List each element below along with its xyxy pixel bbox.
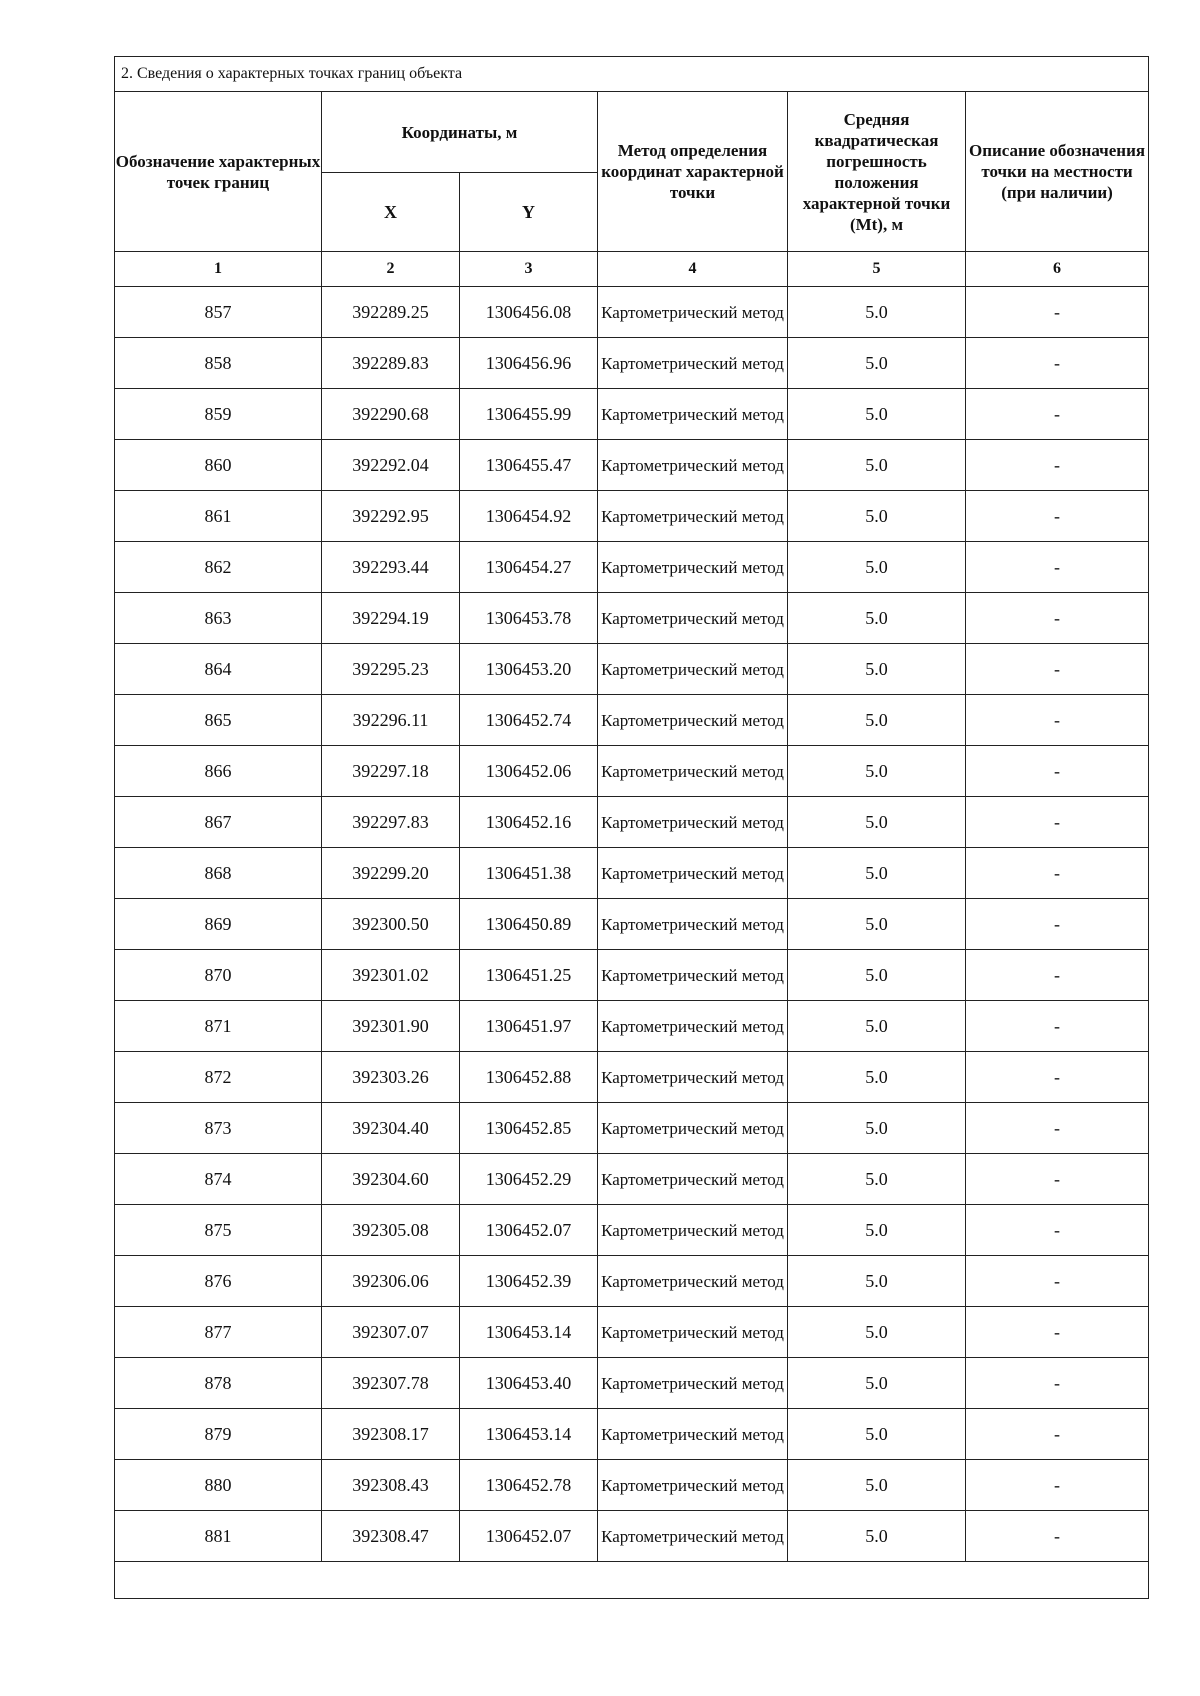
cell-method: Картометрический метод xyxy=(598,695,788,746)
cell-description: - xyxy=(966,287,1149,338)
cell-point-number: 869 xyxy=(115,899,322,950)
cell-description: - xyxy=(966,1103,1149,1154)
cell-coordinate-y: 1306451.25 xyxy=(460,950,598,1001)
cell-mean-error: 5.0 xyxy=(788,1307,966,1358)
cell-point-number: 859 xyxy=(115,389,322,440)
cell-point-number: 867 xyxy=(115,797,322,848)
cell-point-number: 861 xyxy=(115,491,322,542)
cell-description: - xyxy=(966,848,1149,899)
cell-coordinate-y: 1306452.85 xyxy=(460,1103,598,1154)
cell-coordinate-y: 1306453.78 xyxy=(460,593,598,644)
table-row xyxy=(115,593,1149,644)
cell-coordinate-y: 1306452.16 xyxy=(460,797,598,848)
table-row xyxy=(115,491,1149,542)
cell-description: - xyxy=(966,1307,1149,1358)
cell-description: - xyxy=(966,1154,1149,1205)
table-row xyxy=(115,950,1149,1001)
cell-coordinate-y: 1306456.96 xyxy=(460,338,598,389)
cell-mean-error: 5.0 xyxy=(788,1154,966,1205)
cell-method: Картометрический метод xyxy=(598,797,788,848)
cell-mean-error: 5.0 xyxy=(788,542,966,593)
cell-method: Картометрический метод xyxy=(598,1052,788,1103)
cell-method: Картометрический метод xyxy=(598,542,788,593)
cell-mean-error: 5.0 xyxy=(788,1511,966,1562)
cell-method: Картометрический метод xyxy=(598,389,788,440)
boundary-points-table xyxy=(114,56,1149,1599)
cell-description: - xyxy=(966,338,1149,389)
cell-description: - xyxy=(966,695,1149,746)
header-method: Метод определения координат характерной точки xyxy=(598,92,788,252)
column-number: 4 xyxy=(598,252,788,287)
table-row xyxy=(115,1154,1149,1205)
cell-coordinate-y: 1306455.99 xyxy=(460,389,598,440)
cell-method: Картометрический метод xyxy=(598,1409,788,1460)
cell-coordinate-y: 1306452.74 xyxy=(460,695,598,746)
table-row xyxy=(115,440,1149,491)
cell-description: - xyxy=(966,1511,1149,1562)
cell-method: Картометрический метод xyxy=(598,1154,788,1205)
column-number: 6 xyxy=(966,252,1149,287)
table-row xyxy=(115,389,1149,440)
table-row xyxy=(115,542,1149,593)
table-row xyxy=(115,1460,1149,1511)
cell-coordinate-x: 392295.23 xyxy=(322,644,460,695)
cell-mean-error: 5.0 xyxy=(788,440,966,491)
cell-point-number: 857 xyxy=(115,287,322,338)
cell-description: - xyxy=(966,1256,1149,1307)
cell-point-number: 880 xyxy=(115,1460,322,1511)
cell-coordinate-y: 1306452.07 xyxy=(460,1205,598,1256)
cell-mean-error: 5.0 xyxy=(788,1460,966,1511)
cell-coordinate-x: 392303.26 xyxy=(322,1052,460,1103)
table-row xyxy=(115,644,1149,695)
cell-mean-error: 5.0 xyxy=(788,848,966,899)
section-title-row xyxy=(115,57,1149,92)
cell-method: Картометрический метод xyxy=(598,644,788,695)
cell-mean-error: 5.0 xyxy=(788,1358,966,1409)
cell-point-number: 877 xyxy=(115,1307,322,1358)
cell-mean-error: 5.0 xyxy=(788,950,966,1001)
table-row xyxy=(115,899,1149,950)
cell-coordinate-y: 1306451.97 xyxy=(460,1001,598,1052)
table-row xyxy=(115,1103,1149,1154)
cell-mean-error: 5.0 xyxy=(788,491,966,542)
table-row xyxy=(115,1001,1149,1052)
cell-mean-error: 5.0 xyxy=(788,1256,966,1307)
section-title: 2. Сведения о характерных точках границ объекта xyxy=(115,57,1149,92)
cell-description: - xyxy=(966,644,1149,695)
cell-point-number: 870 xyxy=(115,950,322,1001)
cell-coordinate-x: 392308.17 xyxy=(322,1409,460,1460)
cell-method: Картометрический метод xyxy=(598,746,788,797)
cell-point-number: 881 xyxy=(115,1511,322,1562)
cell-mean-error: 5.0 xyxy=(788,746,966,797)
cell-coordinate-y: 1306452.29 xyxy=(460,1154,598,1205)
cell-coordinate-x: 392307.07 xyxy=(322,1307,460,1358)
cell-method: Картометрический метод xyxy=(598,848,788,899)
cell-description: - xyxy=(966,1205,1149,1256)
cell-point-number: 863 xyxy=(115,593,322,644)
header-x: X xyxy=(322,173,460,252)
cell-mean-error: 5.0 xyxy=(788,389,966,440)
cell-method: Картометрический метод xyxy=(598,1511,788,1562)
cell-coordinate-x: 392296.11 xyxy=(322,695,460,746)
cell-coordinate-y: 1306451.38 xyxy=(460,848,598,899)
cell-coordinate-x: 392306.06 xyxy=(322,1256,460,1307)
document-sheet xyxy=(114,56,1148,1599)
cell-method: Картометрический метод xyxy=(598,491,788,542)
cell-description: - xyxy=(966,746,1149,797)
cell-mean-error: 5.0 xyxy=(788,338,966,389)
empty-footer-cell xyxy=(115,1562,1149,1599)
table-row xyxy=(115,797,1149,848)
cell-coordinate-x: 392304.60 xyxy=(322,1154,460,1205)
cell-coordinate-x: 392297.83 xyxy=(322,797,460,848)
cell-mean-error: 5.0 xyxy=(788,695,966,746)
cell-point-number: 873 xyxy=(115,1103,322,1154)
column-number: 2 xyxy=(322,252,460,287)
cell-description: - xyxy=(966,1460,1149,1511)
table-row xyxy=(115,1511,1149,1562)
cell-description: - xyxy=(966,1409,1149,1460)
cell-mean-error: 5.0 xyxy=(788,797,966,848)
cell-method: Картометрический метод xyxy=(598,899,788,950)
table-row xyxy=(115,695,1149,746)
cell-method: Картометрический метод xyxy=(598,287,788,338)
cell-point-number: 864 xyxy=(115,644,322,695)
table-row xyxy=(115,1256,1149,1307)
cell-coordinate-y: 1306453.20 xyxy=(460,644,598,695)
cell-point-number: 860 xyxy=(115,440,322,491)
cell-coordinate-x: 392289.25 xyxy=(322,287,460,338)
cell-coordinate-x: 392304.40 xyxy=(322,1103,460,1154)
cell-method: Картометрический метод xyxy=(598,1001,788,1052)
table-body xyxy=(115,287,1149,1562)
cell-method: Картометрический метод xyxy=(598,1358,788,1409)
table-row xyxy=(115,287,1149,338)
cell-coordinate-x: 392307.78 xyxy=(322,1358,460,1409)
cell-description: - xyxy=(966,899,1149,950)
cell-description: - xyxy=(966,389,1149,440)
cell-point-number: 874 xyxy=(115,1154,322,1205)
cell-coordinate-y: 1306453.40 xyxy=(460,1358,598,1409)
cell-method: Картометрический метод xyxy=(598,1256,788,1307)
cell-description: - xyxy=(966,1001,1149,1052)
cell-description: - xyxy=(966,1358,1149,1409)
cell-coordinate-x: 392301.90 xyxy=(322,1001,460,1052)
cell-coordinate-x: 392300.50 xyxy=(322,899,460,950)
cell-coordinate-x: 392289.83 xyxy=(322,338,460,389)
cell-description: - xyxy=(966,491,1149,542)
header-y: Y xyxy=(460,173,598,252)
table-row xyxy=(115,848,1149,899)
cell-coordinate-x: 392305.08 xyxy=(322,1205,460,1256)
cell-coordinate-y: 1306455.47 xyxy=(460,440,598,491)
header-row xyxy=(115,92,1149,173)
cell-coordinate-x: 392308.43 xyxy=(322,1460,460,1511)
cell-method: Картометрический метод xyxy=(598,1460,788,1511)
table-row xyxy=(115,1205,1149,1256)
cell-description: - xyxy=(966,950,1149,1001)
cell-point-number: 858 xyxy=(115,338,322,389)
cell-coordinate-y: 1306452.39 xyxy=(460,1256,598,1307)
cell-coordinate-y: 1306454.27 xyxy=(460,542,598,593)
empty-footer-row xyxy=(115,1562,1149,1599)
table-row xyxy=(115,1307,1149,1358)
column-number-row xyxy=(115,252,1149,287)
cell-coordinate-x: 392301.02 xyxy=(322,950,460,1001)
cell-description: - xyxy=(966,440,1149,491)
cell-method: Картометрический метод xyxy=(598,593,788,644)
cell-point-number: 862 xyxy=(115,542,322,593)
cell-point-number: 879 xyxy=(115,1409,322,1460)
cell-method: Картометрический метод xyxy=(598,1205,788,1256)
cell-coordinate-y: 1306452.88 xyxy=(460,1052,598,1103)
cell-mean-error: 5.0 xyxy=(788,1052,966,1103)
column-number: 5 xyxy=(788,252,966,287)
cell-coordinate-x: 392292.04 xyxy=(322,440,460,491)
cell-method: Картометрический метод xyxy=(598,1103,788,1154)
cell-method: Картометрический метод xyxy=(598,1307,788,1358)
cell-mean-error: 5.0 xyxy=(788,899,966,950)
cell-point-number: 866 xyxy=(115,746,322,797)
table-row xyxy=(115,1409,1149,1460)
cell-coordinate-y: 1306456.08 xyxy=(460,287,598,338)
header-mean-error: Средняя квадратическая погрешность положения характерной точки (Mt), м xyxy=(788,92,966,252)
cell-method: Картометрический метод xyxy=(598,338,788,389)
column-number: 3 xyxy=(460,252,598,287)
header-description: Описание обозначения точки на местности (при наличии) xyxy=(966,92,1149,252)
cell-mean-error: 5.0 xyxy=(788,1409,966,1460)
cell-point-number: 878 xyxy=(115,1358,322,1409)
cell-point-number: 872 xyxy=(115,1052,322,1103)
cell-point-number: 875 xyxy=(115,1205,322,1256)
cell-description: - xyxy=(966,542,1149,593)
cell-description: - xyxy=(966,1052,1149,1103)
cell-method: Картометрический метод xyxy=(598,440,788,491)
cell-point-number: 876 xyxy=(115,1256,322,1307)
cell-coordinate-x: 392308.47 xyxy=(322,1511,460,1562)
cell-mean-error: 5.0 xyxy=(788,1205,966,1256)
cell-coordinate-x: 392299.20 xyxy=(322,848,460,899)
cell-coordinate-y: 1306453.14 xyxy=(460,1307,598,1358)
header-point-designation: Обозначение характерных точек границ xyxy=(115,92,322,252)
cell-coordinate-x: 392294.19 xyxy=(322,593,460,644)
cell-coordinate-y: 1306452.06 xyxy=(460,746,598,797)
table-row xyxy=(115,1358,1149,1409)
cell-coordinate-x: 392292.95 xyxy=(322,491,460,542)
header-coordinates: Координаты, м xyxy=(322,92,598,173)
cell-coordinate-y: 1306453.14 xyxy=(460,1409,598,1460)
cell-mean-error: 5.0 xyxy=(788,287,966,338)
table-row xyxy=(115,338,1149,389)
cell-mean-error: 5.0 xyxy=(788,644,966,695)
cell-point-number: 865 xyxy=(115,695,322,746)
cell-coordinate-y: 1306450.89 xyxy=(460,899,598,950)
cell-coordinate-x: 392290.68 xyxy=(322,389,460,440)
table-row xyxy=(115,746,1149,797)
column-number: 1 xyxy=(115,252,322,287)
cell-point-number: 871 xyxy=(115,1001,322,1052)
cell-description: - xyxy=(966,797,1149,848)
cell-mean-error: 5.0 xyxy=(788,1103,966,1154)
cell-coordinate-y: 1306452.78 xyxy=(460,1460,598,1511)
cell-point-number: 868 xyxy=(115,848,322,899)
table-row xyxy=(115,1052,1149,1103)
cell-coordinate-y: 1306452.07 xyxy=(460,1511,598,1562)
cell-coordinate-y: 1306454.92 xyxy=(460,491,598,542)
cell-method: Картометрический метод xyxy=(598,950,788,1001)
cell-coordinate-x: 392297.18 xyxy=(322,746,460,797)
cell-mean-error: 5.0 xyxy=(788,1001,966,1052)
cell-mean-error: 5.0 xyxy=(788,593,966,644)
cell-coordinate-x: 392293.44 xyxy=(322,542,460,593)
cell-description: - xyxy=(966,593,1149,644)
